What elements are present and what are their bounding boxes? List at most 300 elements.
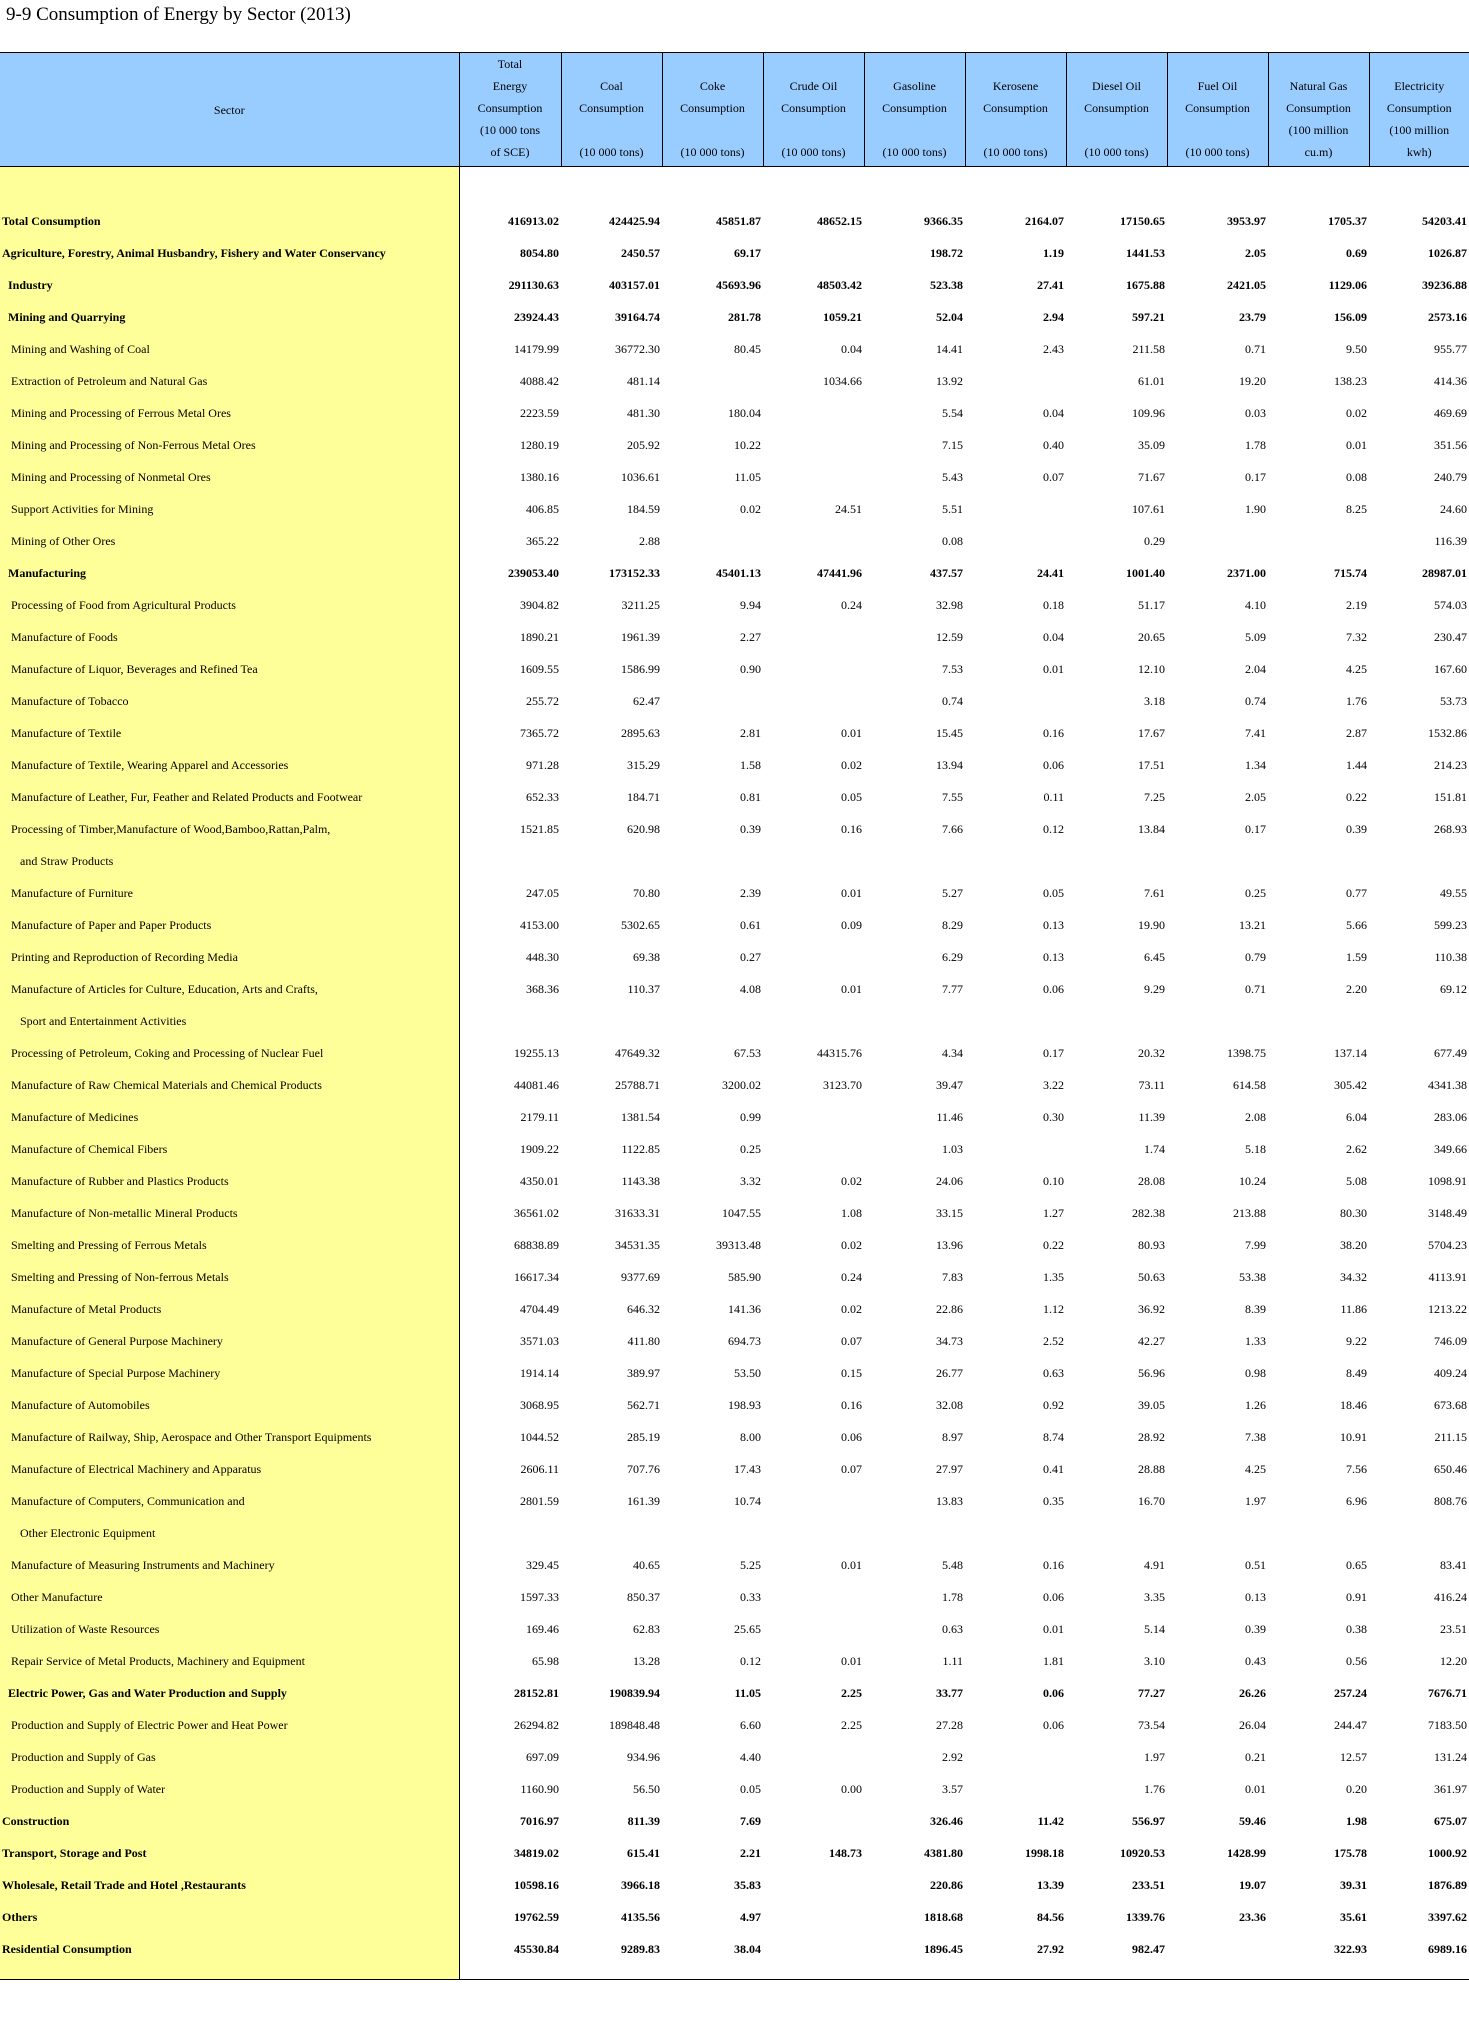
table-header-row <box>0 53 1469 167</box>
table-row <box>0 1325 1469 1357</box>
value-cell: 28152.81 <box>514 1685 559 1700</box>
column-header-line: Sector <box>213 102 245 117</box>
value-cell: 184.59 <box>627 501 660 516</box>
value-cell: 61.01 <box>1138 373 1165 388</box>
value-cell: 0.51 <box>1245 1557 1266 1572</box>
sector-cell: Manufacture of Automobiles <box>0 1389 459 1421</box>
value-cell: 808.76 <box>1434 1493 1467 1508</box>
value-cell: 6.60 <box>740 1717 761 1732</box>
value-cell: 8.97 <box>942 1429 963 1444</box>
table-row <box>0 333 1469 365</box>
value-cell: 469.69 <box>1434 405 1467 420</box>
sector-cell: Production and Supply of Gas <box>0 1741 459 1773</box>
value-cell: 0.56 <box>1346 1653 1367 1668</box>
column-header-line: Gasoline <box>893 79 936 93</box>
column-header-line: Consumption <box>680 101 745 115</box>
column-header-line: (10 000 tons) <box>579 145 644 159</box>
value-cell <box>965 365 1066 397</box>
value-cell <box>1268 1005 1369 1037</box>
value-cell: 39313.48 <box>716 1237 761 1252</box>
sector-cell: Manufacture of Articles for Culture, Education, Arts and Crafts, <box>0 973 459 1005</box>
value-cell: 138.23 <box>1334 373 1367 388</box>
value-cell <box>763 1741 864 1773</box>
sector-cell: Manufacture of Textile <box>0 717 459 749</box>
column-header-line: Electricity <box>1394 79 1445 93</box>
value-cell: 416.24 <box>1434 1589 1467 1604</box>
value-cell: 7016.97 <box>520 1813 559 1828</box>
value-cell: 28.88 <box>1138 1461 1165 1476</box>
value-cell <box>763 941 864 973</box>
value-cell: 0.17 <box>1245 469 1266 484</box>
value-cell: 31633.31 <box>615 1205 660 1220</box>
value-cell: 1890.21 <box>520 629 559 644</box>
sector-cell: Manufacture of Foods <box>0 621 459 653</box>
column-header-line: (10 000 tons) <box>882 145 947 159</box>
value-cell: 2801.59 <box>520 1493 559 1508</box>
value-cell: 481.14 <box>627 373 660 388</box>
table-row <box>0 1901 1469 1933</box>
sector-cell: Manufacture of Electrical Machinery and Apparatus <box>0 1453 459 1485</box>
value-cell: 0.06 <box>1043 1717 1064 1732</box>
value-cell: 24.60 <box>1440 501 1467 516</box>
value-cell: 2.21 <box>740 1845 761 1860</box>
sector-cell: Other Manufacture <box>0 1581 459 1613</box>
value-cell <box>459 1517 561 1549</box>
value-cell <box>763 1805 864 1837</box>
column-header-line: (100 million <box>1288 123 1349 137</box>
value-cell: 0.13 <box>1043 917 1064 932</box>
value-cell: 1521.85 <box>520 821 559 836</box>
sector-cell: Processing of Petroleum, Coking and Processing of Nuclear Fuel <box>0 1037 459 1069</box>
value-cell: 10598.16 <box>514 1877 559 1892</box>
value-cell: 6.29 <box>942 949 963 964</box>
value-cell: 239053.40 <box>508 565 559 580</box>
value-cell: 283.06 <box>1434 1109 1467 1124</box>
value-cell: 7183.50 <box>1428 1717 1467 1732</box>
value-cell: 13.96 <box>936 1237 963 1252</box>
value-cell: 2895.63 <box>621 725 660 740</box>
value-cell: 27.41 <box>1037 277 1064 292</box>
value-cell: 8.00 <box>740 1429 761 1444</box>
value-cell: 0.01 <box>841 725 862 740</box>
value-cell: 0.29 <box>1144 533 1165 548</box>
value-cell: 9289.83 <box>561 1933 662 1980</box>
value-cell: 10920.53 <box>1120 1845 1165 1860</box>
value-cell: 0.27 <box>740 949 761 964</box>
value-cell: 36.92 <box>1138 1301 1165 1316</box>
value-cell <box>763 461 864 493</box>
value-cell: 523.38 <box>930 277 963 292</box>
value-cell: 1.08 <box>841 1205 862 1220</box>
value-cell <box>965 685 1066 717</box>
value-cell: 650.46 <box>1434 1461 1467 1476</box>
column-header-line <box>564 119 660 141</box>
value-cell: 110.37 <box>627 981 660 996</box>
value-cell: 189848.48 <box>609 1717 660 1732</box>
value-cell: 0.02 <box>841 1237 862 1252</box>
value-cell: 1428.99 <box>1227 1845 1266 1860</box>
value-cell: 2.81 <box>740 725 761 740</box>
value-cell: 59.46 <box>1239 1813 1266 1828</box>
value-cell: 23.79 <box>1239 309 1266 324</box>
value-cell: 955.77 <box>1434 341 1467 356</box>
value-cell <box>1268 845 1369 877</box>
value-cell: 746.09 <box>1434 1333 1467 1348</box>
value-cell: 0.15 <box>841 1365 862 1380</box>
value-cell: 646.32 <box>627 1301 660 1316</box>
value-cell: 11.05 <box>734 1685 761 1700</box>
value-cell <box>763 1005 864 1037</box>
value-cell: 45530.84 <box>459 1933 561 1980</box>
value-cell: 11.05 <box>734 469 761 484</box>
value-cell: 2450.57 <box>621 245 660 260</box>
value-cell: 0.06 <box>1043 981 1064 996</box>
value-cell: 173152.33 <box>609 565 660 580</box>
table-row <box>0 1933 1469 1980</box>
value-cell: 17.67 <box>1138 725 1165 740</box>
value-cell: 1.78 <box>942 1589 963 1604</box>
column-header-line: (10 000 tons) <box>781 145 846 159</box>
value-cell <box>763 397 864 429</box>
value-cell: 322.93 <box>1268 1933 1369 1980</box>
sector-cell: Total Consumption <box>0 167 459 238</box>
column-header-sector <box>0 53 459 167</box>
value-cell <box>1369 1517 1469 1549</box>
value-cell: 6.04 <box>1346 1109 1367 1124</box>
value-cell: 11.42 <box>1037 1813 1064 1828</box>
value-cell: 437.57 <box>930 565 963 580</box>
value-cell: 403157.01 <box>609 277 660 292</box>
value-cell: 1998.18 <box>1025 1845 1064 1860</box>
value-cell: 0.20 <box>1346 1781 1367 1796</box>
table-row <box>0 589 1469 621</box>
value-cell: 0.04 <box>841 341 862 356</box>
value-cell: 198.72 <box>930 245 963 260</box>
column-header-line: kwh) <box>1406 145 1432 159</box>
value-cell: 12.10 <box>1138 661 1165 676</box>
value-cell: 1380.16 <box>520 469 559 484</box>
column-header-line: Consumption <box>983 101 1048 115</box>
value-cell: 67.53 <box>734 1045 761 1060</box>
sector-cell: Mining and Processing of Ferrous Metal Ores <box>0 397 459 429</box>
column-header-line: Diesel Oil <box>1092 79 1141 93</box>
value-cell: 1609.55 <box>520 661 559 676</box>
value-cell: 4.97 <box>740 1909 761 1924</box>
sector-cell: Transport, Storage and Post <box>0 1837 459 1869</box>
value-cell: 0.81 <box>740 789 761 804</box>
value-cell: 4.40 <box>740 1749 761 1764</box>
value-cell: 1.97 <box>1144 1749 1165 1764</box>
column-header-line: Coal <box>600 79 623 93</box>
value-cell: 3.18 <box>1144 693 1165 708</box>
sector-cell: Mining and Quarrying <box>0 301 459 333</box>
sector-cell: Mining of Other Ores <box>0 525 459 557</box>
value-cell: 4341.38 <box>1428 1077 1467 1092</box>
value-cell: 2.39 <box>740 885 761 900</box>
value-cell: 3571.03 <box>520 1333 559 1348</box>
value-cell: 0.43 <box>1245 1653 1266 1668</box>
table-row <box>0 1837 1469 1869</box>
value-cell <box>763 1485 864 1517</box>
value-cell: 3.35 <box>1144 1589 1165 1604</box>
value-cell: 0.01 <box>1346 437 1367 452</box>
value-cell: 4.08 <box>740 981 761 996</box>
value-cell: 1.33 <box>1245 1333 1266 1348</box>
table-row <box>0 1613 1469 1645</box>
value-cell: 5.18 <box>1245 1141 1266 1156</box>
value-cell <box>965 1133 1066 1165</box>
table-row <box>0 461 1469 493</box>
value-cell: 615.41 <box>627 1845 660 1860</box>
page-title: 9-9 Consumption of Energy by Sector (2013) <box>6 4 351 25</box>
value-cell <box>1167 1517 1268 1549</box>
value-cell: 148.73 <box>829 1845 862 1860</box>
column-header-line: Consumption <box>1185 101 1250 115</box>
value-cell: 47441.96 <box>817 565 862 580</box>
value-cell <box>965 493 1066 525</box>
value-cell: 169.46 <box>526 1621 559 1636</box>
sector-cell: Support Activities for Mining <box>0 493 459 525</box>
value-cell: 2.19 <box>1346 597 1367 612</box>
value-cell: 329.45 <box>526 1557 559 1572</box>
value-cell: 13.83 <box>936 1493 963 1508</box>
value-cell: 0.39 <box>1245 1621 1266 1636</box>
value-cell: 0.24 <box>841 1269 862 1284</box>
value-cell: 0.17 <box>1043 1045 1064 1060</box>
value-cell: 39164.74 <box>615 309 660 324</box>
value-cell: 7.38 <box>1245 1429 1266 1444</box>
value-cell <box>662 1005 763 1037</box>
column-header-line: cu.m) <box>1304 145 1333 159</box>
value-cell: 233.51 <box>1132 1877 1165 1892</box>
value-cell: 198.93 <box>728 1397 761 1412</box>
column-header-line: Natural Gas <box>1289 79 1348 93</box>
value-cell: 0.16 <box>841 1397 862 1412</box>
value-cell: 3123.70 <box>823 1077 862 1092</box>
value-cell: 1.27 <box>1043 1205 1064 1220</box>
column-header-line <box>766 119 862 141</box>
value-cell: 35.61 <box>1340 1909 1367 1924</box>
value-cell: 7676.71 <box>1428 1685 1467 1700</box>
value-cell: 285.19 <box>627 1429 660 1444</box>
table-row <box>0 1357 1469 1389</box>
value-cell: 47649.32 <box>615 1045 660 1060</box>
value-cell: 214.23 <box>1434 757 1467 772</box>
value-cell: 5.14 <box>1144 1621 1165 1636</box>
value-cell: 0.05 <box>740 1781 761 1796</box>
column-header-line: (100 million <box>1389 123 1450 137</box>
value-cell: 0.91 <box>1346 1589 1367 1604</box>
sector-cell: Manufacture of Metal Products <box>0 1293 459 1325</box>
value-cell: 5.51 <box>942 501 963 516</box>
value-cell: 73.11 <box>1138 1077 1165 1092</box>
value-cell: 1026.87 <box>1428 245 1467 260</box>
value-cell: 1.76 <box>1346 693 1367 708</box>
value-cell: 24.06 <box>936 1173 963 1188</box>
value-cell: 0.12 <box>1043 821 1064 836</box>
value-cell: 0.22 <box>1346 789 1367 804</box>
table-row <box>0 167 1469 238</box>
value-cell: 2.62 <box>1346 1141 1367 1156</box>
value-cell: 10.74 <box>734 1493 761 1508</box>
table-row <box>0 621 1469 653</box>
value-cell: 1059.21 <box>823 309 862 324</box>
column-header-line: Consumption <box>1386 101 1452 115</box>
value-cell: 3200.02 <box>722 1077 761 1092</box>
value-cell <box>1268 1517 1369 1549</box>
sector-cell: Manufacture of Non-metallic Mineral Products <box>0 1197 459 1229</box>
value-cell: 0.06 <box>841 1429 862 1444</box>
value-cell: 1.12 <box>1043 1301 1064 1316</box>
value-cell <box>662 365 763 397</box>
value-cell: 1.11 <box>942 1653 963 1668</box>
value-cell: 1160.90 <box>520 1781 559 1796</box>
value-cell: 0.69 <box>1346 245 1367 260</box>
value-cell: 211.58 <box>1132 341 1165 356</box>
value-cell: 19762.59 <box>514 1909 559 1924</box>
value-cell: 42.27 <box>1138 1333 1165 1348</box>
value-cell: 2.25 <box>841 1717 862 1732</box>
value-cell: 715.74 <box>1334 565 1367 580</box>
value-cell: 26.77 <box>936 1365 963 1380</box>
column-header-line: Consumption <box>477 101 543 115</box>
table-row <box>0 1773 1469 1805</box>
table-body <box>0 167 1469 1980</box>
value-cell: 34819.02 <box>514 1845 559 1860</box>
value-cell <box>763 845 864 877</box>
value-cell: 0.01 <box>841 1557 862 1572</box>
table-row <box>0 1645 1469 1677</box>
value-cell: 1909.22 <box>520 1141 559 1156</box>
value-cell: 0.07 <box>841 1333 862 1348</box>
value-cell <box>662 1517 763 1549</box>
value-cell: 351.56 <box>1434 437 1467 452</box>
value-cell: 0.02 <box>841 1173 862 1188</box>
value-cell: 1.76 <box>1144 1781 1165 1796</box>
value-cell: 11.86 <box>1340 1301 1367 1316</box>
value-cell <box>763 1581 864 1613</box>
value-cell: 1914.14 <box>520 1365 559 1380</box>
column-header-line: Consumption <box>1286 101 1351 115</box>
value-cell: 11.46 <box>936 1109 963 1124</box>
table-row <box>0 1229 1469 1261</box>
value-cell: 694.73 <box>728 1333 761 1348</box>
value-cell: 7.66 <box>942 821 963 836</box>
value-cell: 1.59 <box>1346 949 1367 964</box>
value-cell: 19.07 <box>1239 1877 1266 1892</box>
value-cell <box>864 845 965 877</box>
value-cell: 0.13 <box>1245 1589 1266 1604</box>
value-cell: 34.32 <box>1340 1269 1367 1284</box>
value-cell <box>1167 1933 1268 1980</box>
value-cell: 10.91 <box>1340 1429 1367 1444</box>
value-cell: 406.85 <box>526 501 559 516</box>
value-cell: 1.74 <box>1144 1141 1165 1156</box>
value-cell: 7.15 <box>942 437 963 452</box>
value-cell: 25.65 <box>734 1621 761 1636</box>
value-cell: 2.08 <box>1245 1109 1266 1124</box>
value-cell: 365.22 <box>526 533 559 548</box>
table-row <box>0 525 1469 557</box>
value-cell: 0.01 <box>841 1653 862 1668</box>
value-cell: 26.26 <box>1239 1685 1266 1700</box>
value-cell: 45693.96 <box>716 277 761 292</box>
table-row <box>0 685 1469 717</box>
value-cell <box>662 845 763 877</box>
table-row <box>0 1101 1469 1133</box>
value-cell: 389.97 <box>627 1365 660 1380</box>
table-row <box>0 1005 1469 1037</box>
value-cell: 3904.82 <box>520 597 559 612</box>
value-cell: 0.99 <box>740 1109 761 1124</box>
value-cell: 934.96 <box>627 1749 660 1764</box>
value-cell <box>561 845 662 877</box>
value-cell: 33.77 <box>936 1685 963 1700</box>
value-cell <box>763 653 864 685</box>
value-cell: 0.01 <box>841 885 862 900</box>
value-cell: 40.65 <box>633 1557 660 1572</box>
sector-cell: Mining and Processing of Nonmetal Ores <box>0 461 459 493</box>
table-row <box>0 1421 1469 1453</box>
sector-cell: Electric Power, Gas and Water Production and Supply <box>0 1677 459 1709</box>
value-cell: 556.97 <box>1132 1813 1165 1828</box>
value-cell: 32.98 <box>936 597 963 612</box>
value-cell: 13.39 <box>1037 1877 1064 1892</box>
table-row <box>0 1389 1469 1421</box>
value-cell <box>561 1517 662 1549</box>
value-cell: 0.01 <box>841 981 862 996</box>
value-cell: 1896.45 <box>864 1933 965 1980</box>
value-cell: 15.45 <box>936 725 963 740</box>
column-header-line: Total <box>497 57 523 71</box>
table-row <box>0 1869 1469 1901</box>
value-cell: 11.39 <box>1138 1109 1165 1124</box>
value-cell: 13.92 <box>936 373 963 388</box>
value-cell: 24.51 <box>835 501 862 516</box>
value-cell: 0.16 <box>841 821 862 836</box>
value-cell: 73.54 <box>1138 1717 1165 1732</box>
value-cell: 56.50 <box>633 1781 660 1796</box>
value-cell <box>763 1517 864 1549</box>
value-cell: 13.94 <box>936 757 963 772</box>
value-cell: 5.08 <box>1346 1173 1367 1188</box>
value-cell: 2.04 <box>1245 661 1266 676</box>
value-cell: 1000.92 <box>1428 1845 1467 1860</box>
column-header-line: of SCE) <box>490 145 530 159</box>
value-cell: 0.17 <box>1245 821 1266 836</box>
sector-cell: Construction <box>0 1805 459 1837</box>
table-row <box>0 237 1469 269</box>
value-cell: 12.57 <box>1340 1749 1367 1764</box>
value-cell: 0.74 <box>942 693 963 708</box>
value-cell: 5704.23 <box>1428 1237 1467 1252</box>
value-cell: 131.24 <box>1434 1749 1467 1764</box>
column-header <box>1066 53 1167 167</box>
value-cell: 1441.53 <box>1126 245 1165 260</box>
column-header-line: Coke <box>699 79 726 93</box>
value-cell: 184.71 <box>627 789 660 804</box>
value-cell: 0.74 <box>1245 693 1266 708</box>
column-header-line: (10 000 tons) <box>1185 145 1250 159</box>
value-cell: 8.25 <box>1346 501 1367 516</box>
sector-cell: Manufacture of Chemical Fibers <box>0 1133 459 1165</box>
value-cell: 1044.52 <box>520 1429 559 1444</box>
value-cell: 51.17 <box>1138 597 1165 612</box>
sector-cell: Repair Service of Metal Products, Machinery and Equipment <box>0 1645 459 1677</box>
value-cell <box>763 237 864 269</box>
column-header <box>1369 53 1469 167</box>
column-header <box>1167 53 1268 167</box>
